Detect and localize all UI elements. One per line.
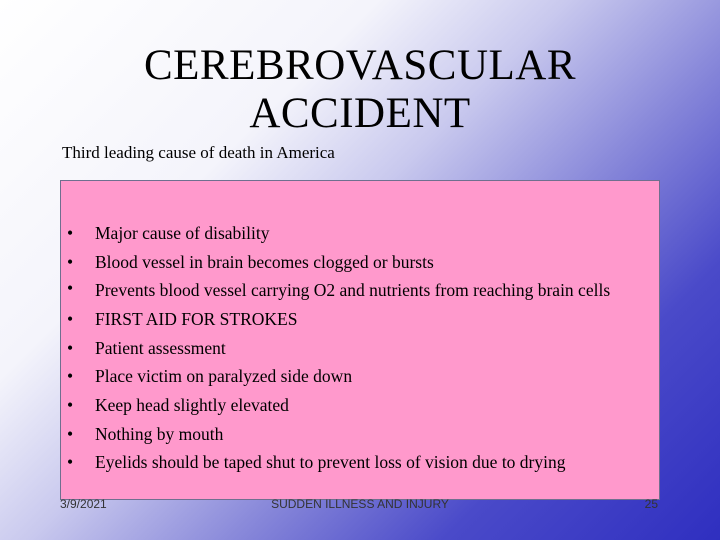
- bullet-text: Prevents blood vessel carrying O2 and nutrients from reaching brain cells: [95, 280, 611, 301]
- footer-date: 3/9/2021: [60, 497, 107, 511]
- bullet-text: Nothing by mouth: [95, 423, 224, 444]
- bullet-item: [67, 420, 657, 449]
- bullet-text: Patient assessment: [95, 337, 226, 358]
- page-number: 25: [644, 497, 658, 511]
- bullet-text: FIRST AID FOR STROKES: [95, 309, 298, 330]
- bullet-item: [67, 391, 657, 420]
- bullet-item: [67, 248, 657, 277]
- bullet-item: [67, 219, 657, 248]
- bullet-icon: •: [67, 278, 74, 299]
- bullet-item: [67, 448, 657, 477]
- bullet-text: Eyelids should be taped shut to prevent loss of vision due to drying: [95, 452, 566, 473]
- bullet-item: [67, 334, 657, 363]
- bullet-icon: •: [67, 223, 74, 243]
- content-box: [60, 180, 660, 500]
- bullet-item: [67, 362, 657, 391]
- bullet-item: [67, 276, 657, 305]
- bullet-icon: •: [67, 394, 74, 415]
- slide-title-line-1: CEREBROVASCULAR: [143, 42, 577, 89]
- bullet-item: [67, 305, 657, 334]
- bullet-text: Blood vessel in brain becomes clogged or bursts: [95, 251, 434, 272]
- bullet-text: Major cause of disability: [95, 223, 270, 243]
- footer-title: SUDDEN ILLNESS AND INJURY: [271, 497, 449, 511]
- bullet-icon: •: [67, 366, 74, 387]
- slide-title-line-2: ACCIDENT: [249, 90, 471, 137]
- bullet-icon: •: [67, 337, 74, 358]
- slide-title: [60, 42, 660, 138]
- bullet-list: [67, 219, 657, 477]
- bullet-icon: •: [67, 452, 74, 473]
- bullet-icon: •: [67, 309, 74, 330]
- slide-subtitle: Third leading cause of death in America: [62, 143, 335, 162]
- bullet-text: Keep head slightly elevated: [95, 394, 289, 415]
- bullet-icon: •: [67, 423, 74, 444]
- bullet-text: Place victim on paralyzed side down: [95, 366, 353, 387]
- bullet-icon: •: [67, 251, 74, 272]
